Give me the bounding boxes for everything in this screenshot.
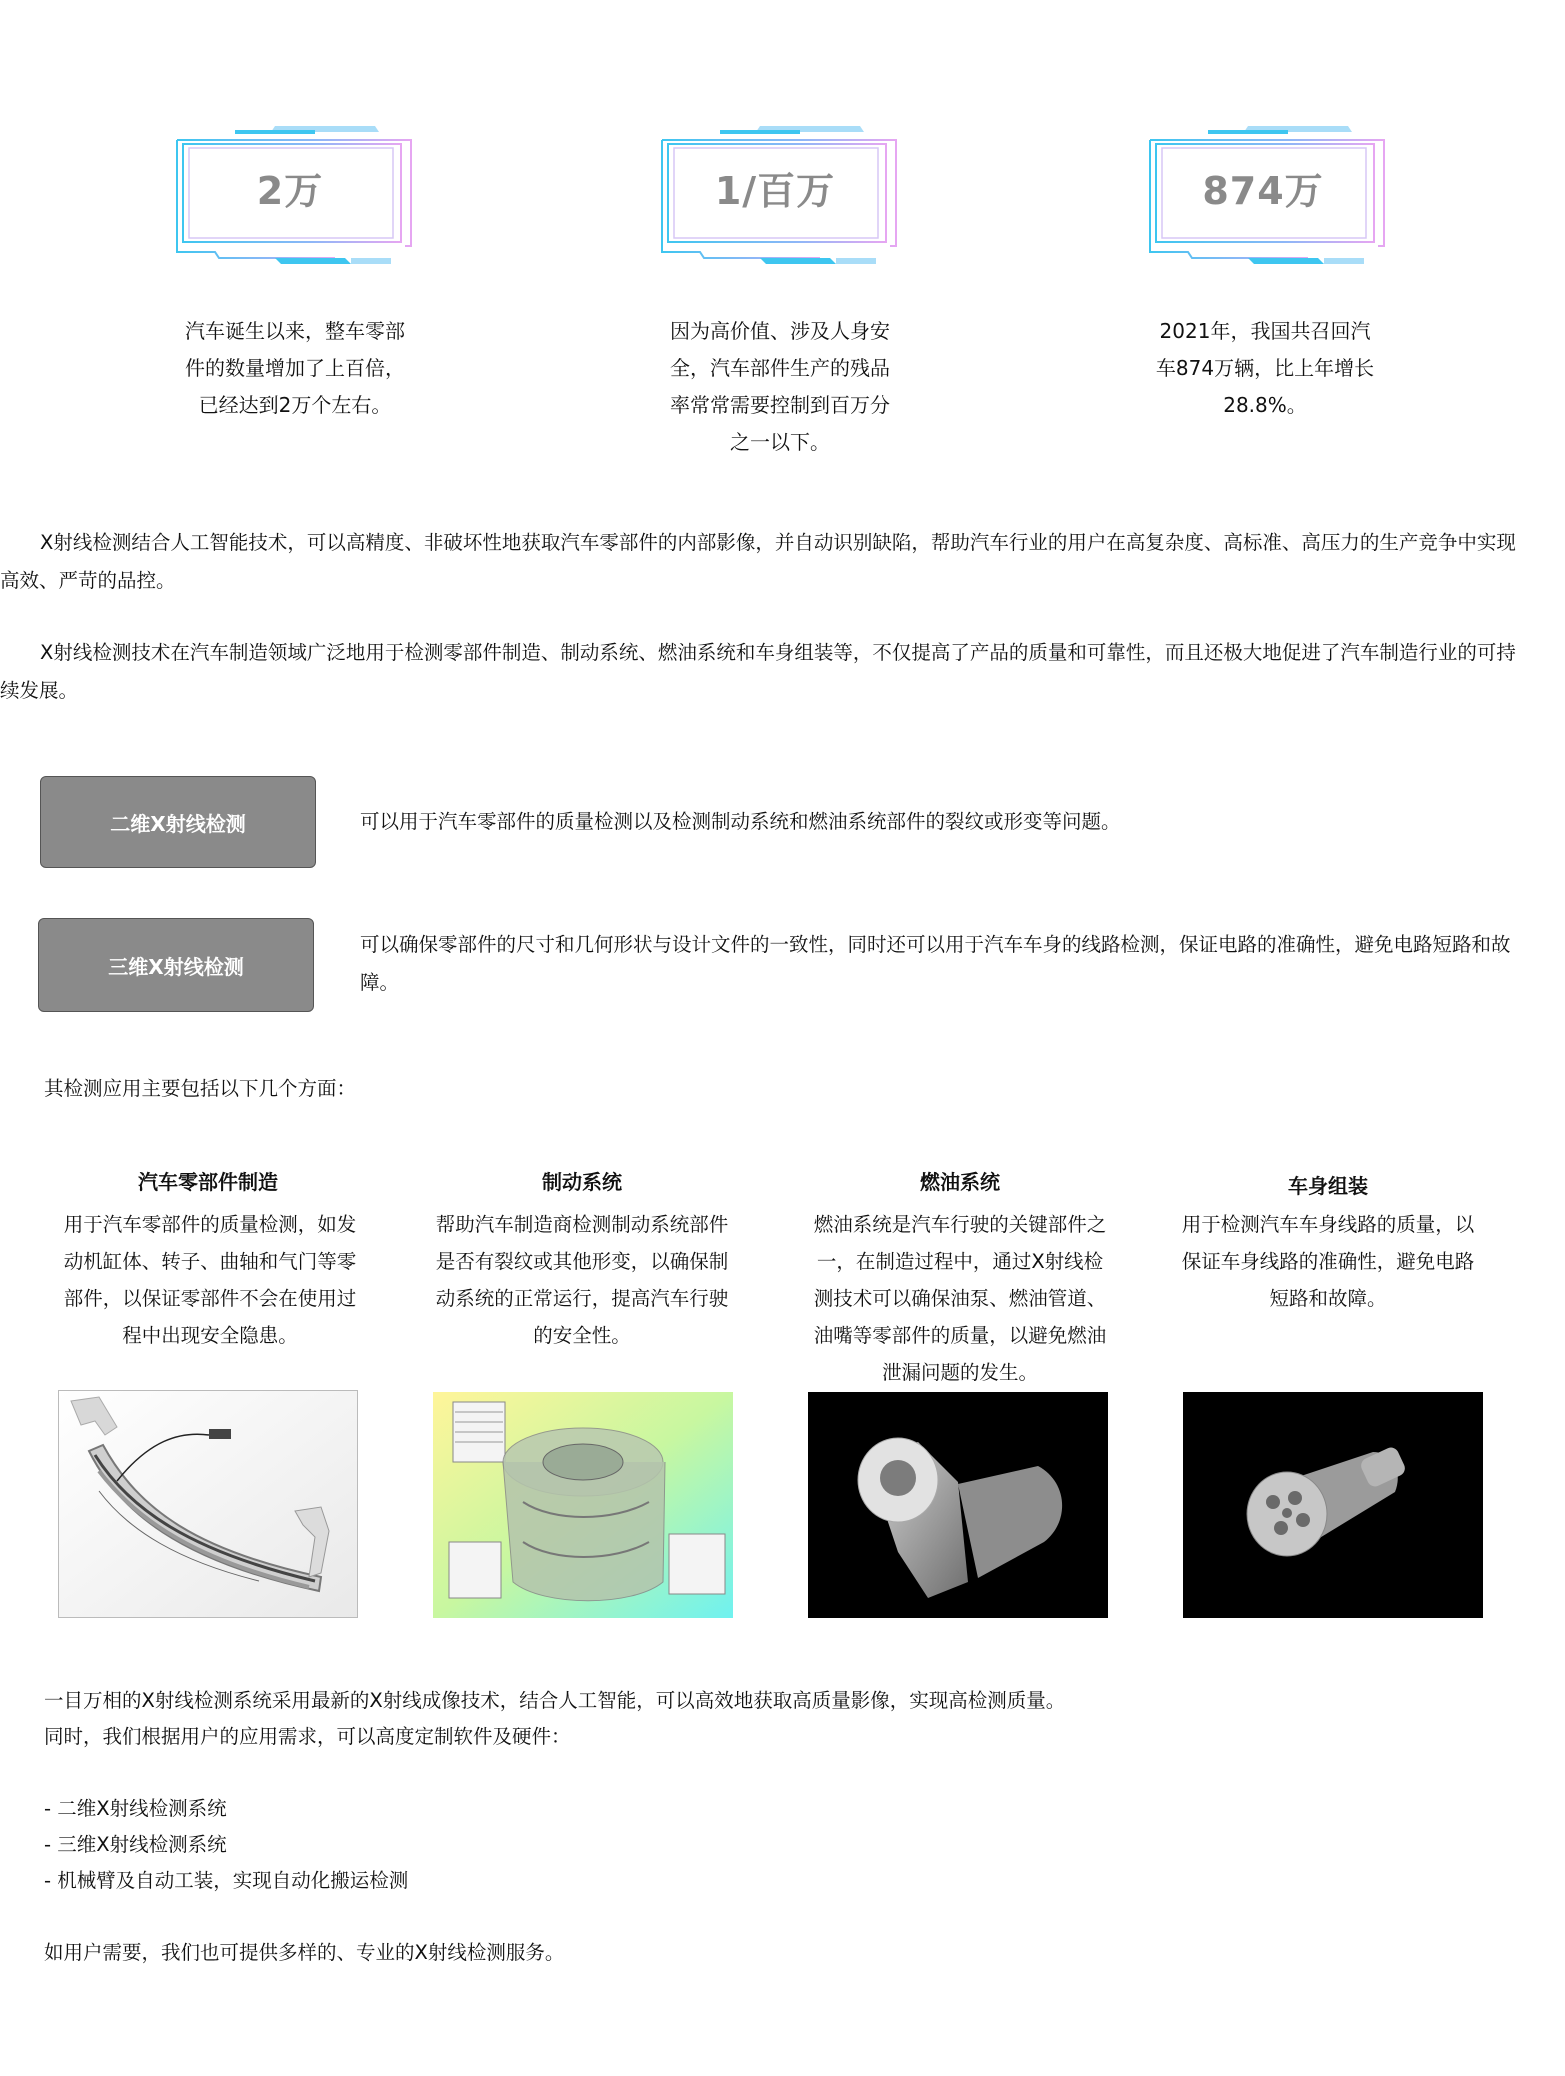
piston-part-icon (433, 1392, 733, 1618)
app-description-fuel: 燃油系统是汽车行驶的关键部件之 一，在制造过程中，通过X射线检 测技术可以确保油泵、燃油管道、 油嘴等零部件的质量，以避免燃油 泄漏问题的发生。 (813, 1213, 1107, 1384)
stat-card-1 (175, 126, 415, 266)
stat-description: 因为高价值、涉及人身安 全，汽车部件生产的残品 率常常需要控制到百万分 之一以下。 (670, 319, 890, 454)
piston-ct-image (433, 1392, 733, 1618)
connector-part-icon (1183, 1392, 1483, 1618)
stat-value: 1/百万 (714, 169, 836, 213)
closing-line-1: 一目万相的X射线检测系统采用最新的X射线成像技术，结合人工智能，可以高效地获取高质量影像，实现高检测质量。 (44, 1689, 1066, 1712)
stat-description: 2021年，我国共召回汽 车874万辆，比上年增长 28.8%。 (1155, 319, 1375, 417)
app-title-fuel: 燃油系统 (920, 1170, 1000, 1194)
2d-xray-button[interactable]: 二维X射线检测 (40, 776, 316, 868)
stat-value: 874万 (1202, 169, 1324, 213)
stat-value: 2万 (256, 169, 324, 213)
3d-xray-button[interactable]: 三维X射线检测 (38, 918, 314, 1012)
app-description-parts: 用于汽车零部件的质量检测，如发 动机缸体、转子、曲轴和气门等零 部件，以保证零部件不会在使用过 程中出现安全隐患。 (63, 1213, 357, 1347)
closing-list-item-1: - 二维X射线检测系统 (44, 1797, 227, 1820)
app-description-body: 用于检测汽车车身线路的质量，以 保证车身线路的准确性，避免电路 短路和故障。 (1181, 1213, 1475, 1310)
app-title-brake: 制动系统 (542, 1170, 622, 1194)
closing-list-item-3: - 机械臂及自动工装，实现自动化搬运检测 (44, 1869, 409, 1892)
closing-line-2: 同时，我们根据用户的应用需求，可以高度定制软件及硬件： (44, 1725, 571, 1748)
closing-line-3: 如用户需要，我们也可提供多样的、专业的X射线检测服务。 (44, 1941, 565, 1964)
stat-card-3 (1148, 126, 1388, 266)
intro-paragraph-2: X射线检测技术在汽车制造领域广泛地用于检测零部件制造、制动系统、燃油系统和车身组装等，不仅提高了产品的质量和可靠性，而且还极大地促进了汽车制造行业的可持续发展。 (0, 641, 1516, 702)
app-title-body: 车身组装 (1288, 1174, 1368, 1198)
3d-xray-description: 可以确保零部件的尺寸和几何形状与设计文件的一致性，同时还可以用于汽车车身的线路检测，保证电路的准确性，避免电路短路和故障。 (360, 933, 1511, 994)
fuel-pipe-ct-image (808, 1392, 1108, 1618)
applications-heading: 其检测应用主要包括以下几个方面： (44, 1077, 357, 1100)
stat-description: 汽车诞生以来，整车零部 件的数量增加了上百倍， 已经达到2万个左右。 (185, 319, 405, 417)
connector-ct-image (1183, 1392, 1483, 1618)
app-description-brake: 帮助汽车制造商检测制动系统部件 是否有裂纹或其他形变，以确保制 动系统的正常运行，提高汽车行驶 的安全性。 (435, 1213, 729, 1347)
2d-xray-description: 可以用于汽车零部件的质量检测以及检测制动系统和燃油系统部件的裂纹或形变等问题。 (360, 810, 1121, 833)
fuel-pipe-part-icon (808, 1392, 1108, 1618)
stat-card-2 (660, 126, 900, 266)
closing-list-item-2: - 三维X射线检测系统 (44, 1833, 227, 1856)
bumper-xray-image (58, 1390, 358, 1618)
intro-paragraph-1: X射线检测结合人工智能技术，可以高精度、非破坏性地获取汽车零部件的内部影像，并自动识别缺陷，帮助汽车行业的用户在高复杂度、高标准、高压力的生产竞争中实现高效、严苛的品控。 (0, 531, 1516, 592)
bumper-part-icon (59, 1391, 357, 1617)
app-title-parts: 汽车零部件制造 (138, 1170, 278, 1194)
